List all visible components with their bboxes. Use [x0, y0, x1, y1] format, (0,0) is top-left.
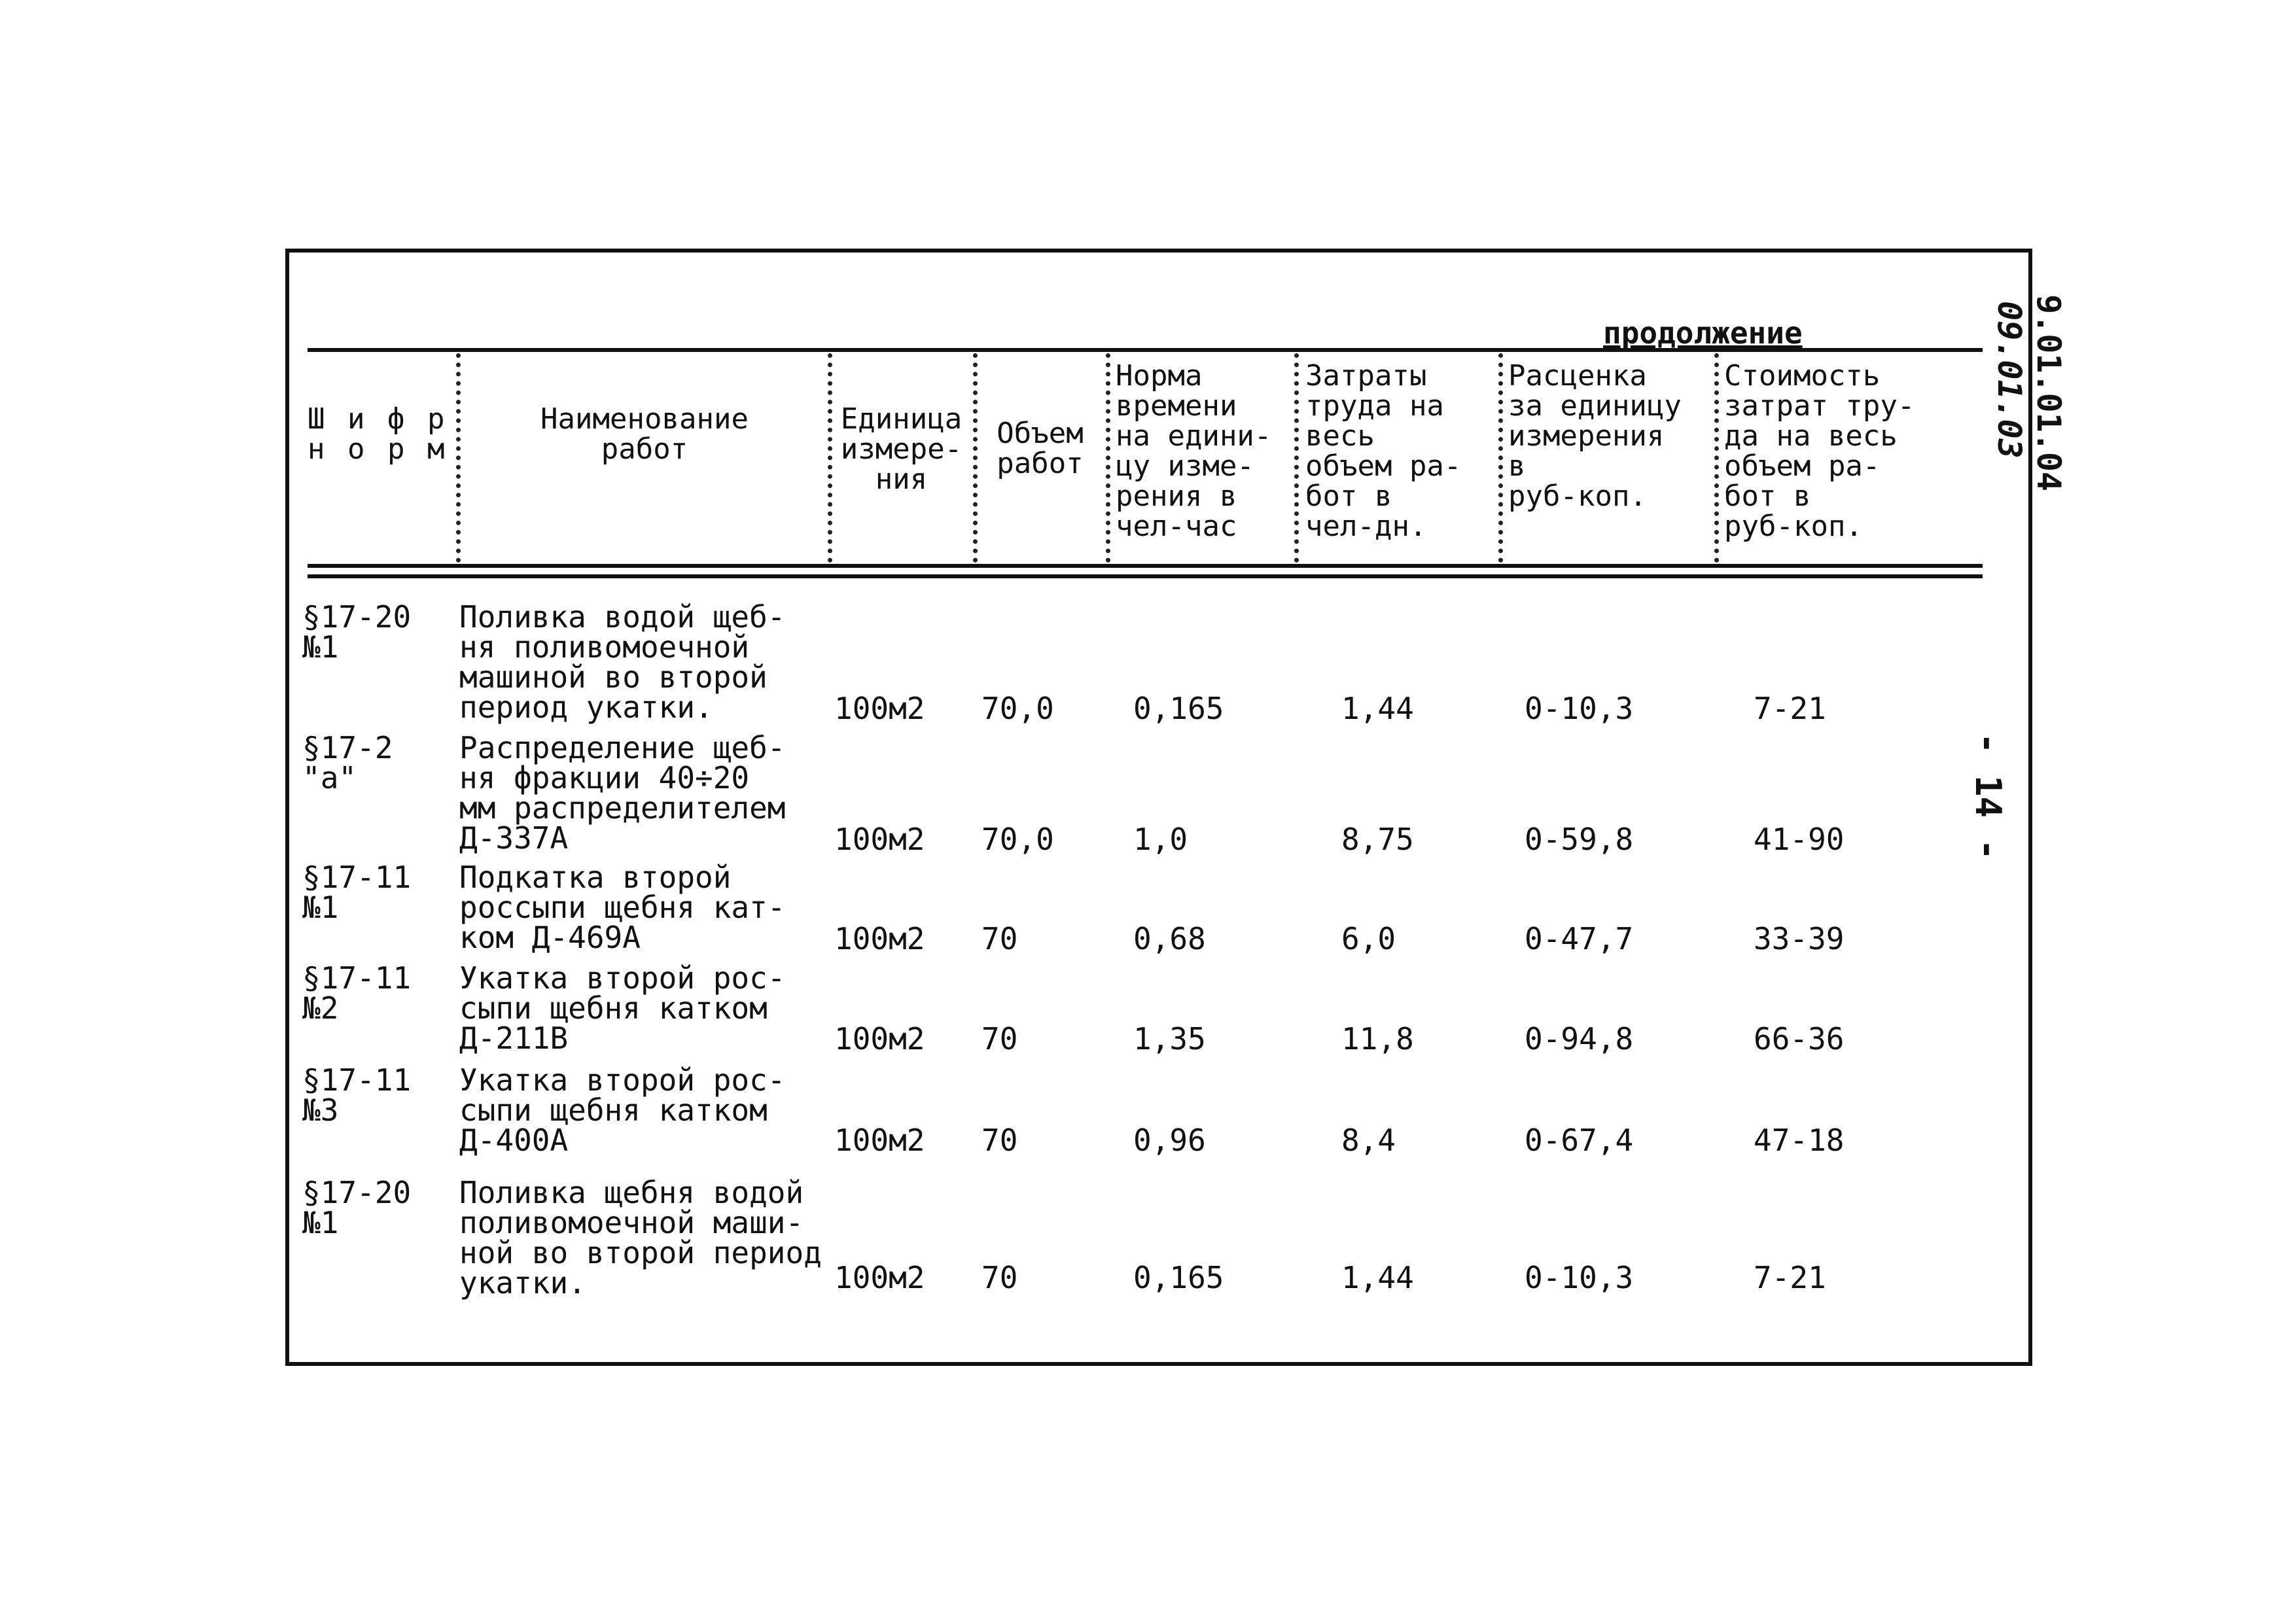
cell-code: §17-20 №1 — [302, 1175, 412, 1240]
cell-rate: 0-47,7 — [1525, 921, 1634, 956]
page-number: - 14 - — [1968, 733, 2009, 861]
cell-norm: 0,68 — [1133, 921, 1206, 956]
cell-code: §17-2 "а" — [302, 730, 393, 795]
cell-cost: 66-36 — [1754, 1021, 1845, 1056]
cell-labor: 6,0 — [1341, 921, 1396, 956]
cell-norm: 1,35 — [1133, 1021, 1206, 1056]
cell-volume: 70,0 — [981, 691, 1054, 726]
cell-labor: 8,4 — [1341, 1123, 1396, 1158]
cell-code: §17-11 №1 — [302, 860, 412, 925]
header-code: Ш и ф р н о р м — [308, 402, 448, 466]
cell-name: Укатка второй рос- сыпи щебня катком Д-400А — [459, 1062, 786, 1158]
continuation-label: продолжение — [1603, 315, 1803, 351]
cell-unit: 100м2 — [834, 691, 925, 726]
cell-name: Распределение щеб- ня фракции 40÷20 мм распределителем Д-337А — [459, 730, 786, 856]
header-rate: Расценка за единицу измерения в руб-коп. — [1508, 359, 1682, 513]
col-divider — [973, 353, 978, 563]
cell-name: Поливка водой щеб- ня поливомоечной машиной во второй период укатки. — [459, 599, 786, 725]
col-divider — [1294, 353, 1299, 563]
header-unit: Единица измере- ния — [840, 402, 963, 496]
cell-cost: 41-90 — [1754, 822, 1845, 857]
cell-unit: 100м2 — [834, 1123, 925, 1158]
cell-cost: 7-21 — [1754, 691, 1826, 726]
cell-rate: 0-10,3 — [1525, 1260, 1634, 1295]
header-volume: Объем работ — [997, 417, 1084, 480]
side-code-1: 9.01.01.04 — [2030, 294, 2068, 492]
cell-norm: 0,165 — [1133, 691, 1224, 726]
cell-volume: 70 — [981, 921, 1018, 956]
header-norm: Норма времени на едини- цу изме- рения в чел-час — [1116, 359, 1272, 543]
cell-unit: 100м2 — [834, 822, 925, 857]
cell-labor: 1,44 — [1341, 691, 1414, 726]
col-divider — [1714, 353, 1719, 563]
cell-code: §17-20 №1 — [302, 599, 412, 665]
cell-volume: 70 — [981, 1260, 1018, 1295]
header-name: Наименование работ — [540, 402, 749, 466]
header-cost: Стоимость затрат тру- да на весь объем ра- бот в руб-коп. — [1724, 359, 1915, 543]
cell-name: Укатка второй рос- сыпи щебня катком Д-211В — [459, 960, 786, 1056]
cell-labor: 1,44 — [1341, 1260, 1414, 1295]
col-divider — [1106, 353, 1110, 563]
header-bottom-rule-1 — [308, 564, 1983, 568]
cell-volume: 70,0 — [981, 822, 1054, 857]
side-code-2: 09.01.03 — [1990, 301, 2028, 459]
col-divider — [1498, 353, 1503, 563]
header-top-rule — [308, 348, 1983, 352]
cell-name: Поливка щебня водой поливомоечной маши- ной во второй период укатки. — [459, 1175, 822, 1300]
cell-unit: 100м2 — [834, 1260, 925, 1295]
cell-norm: 0,96 — [1133, 1123, 1206, 1158]
cell-cost: 47-18 — [1754, 1123, 1845, 1158]
cell-labor: 8,75 — [1341, 822, 1414, 857]
col-divider — [828, 353, 832, 563]
cell-code: §17-11 №2 — [302, 960, 412, 1026]
cell-rate: 0-67,4 — [1525, 1123, 1634, 1158]
cell-rate: 0-94,8 — [1525, 1021, 1634, 1056]
cell-cost: 33-39 — [1754, 921, 1845, 956]
cell-volume: 70 — [981, 1123, 1018, 1158]
cell-unit: 100м2 — [834, 1021, 925, 1056]
cell-unit: 100м2 — [834, 921, 925, 956]
header-bottom-rule-2 — [308, 574, 1983, 578]
header-labor: Затраты труда на весь объем ра- бот в чел-дн. — [1305, 359, 1462, 543]
cell-code: §17-11 №3 — [302, 1062, 412, 1128]
cell-volume: 70 — [981, 1021, 1018, 1056]
col-divider — [456, 353, 461, 563]
cell-rate: 0-59,8 — [1525, 822, 1634, 857]
cell-cost: 7-21 — [1754, 1260, 1826, 1295]
cell-norm: 1,0 — [1133, 822, 1188, 857]
cell-labor: 11,8 — [1341, 1021, 1414, 1056]
cell-norm: 0,165 — [1133, 1260, 1224, 1295]
cell-name: Подкатка второй россыпи щебня кат- ком Д-469А — [459, 860, 786, 955]
cell-rate: 0-10,3 — [1525, 691, 1634, 726]
